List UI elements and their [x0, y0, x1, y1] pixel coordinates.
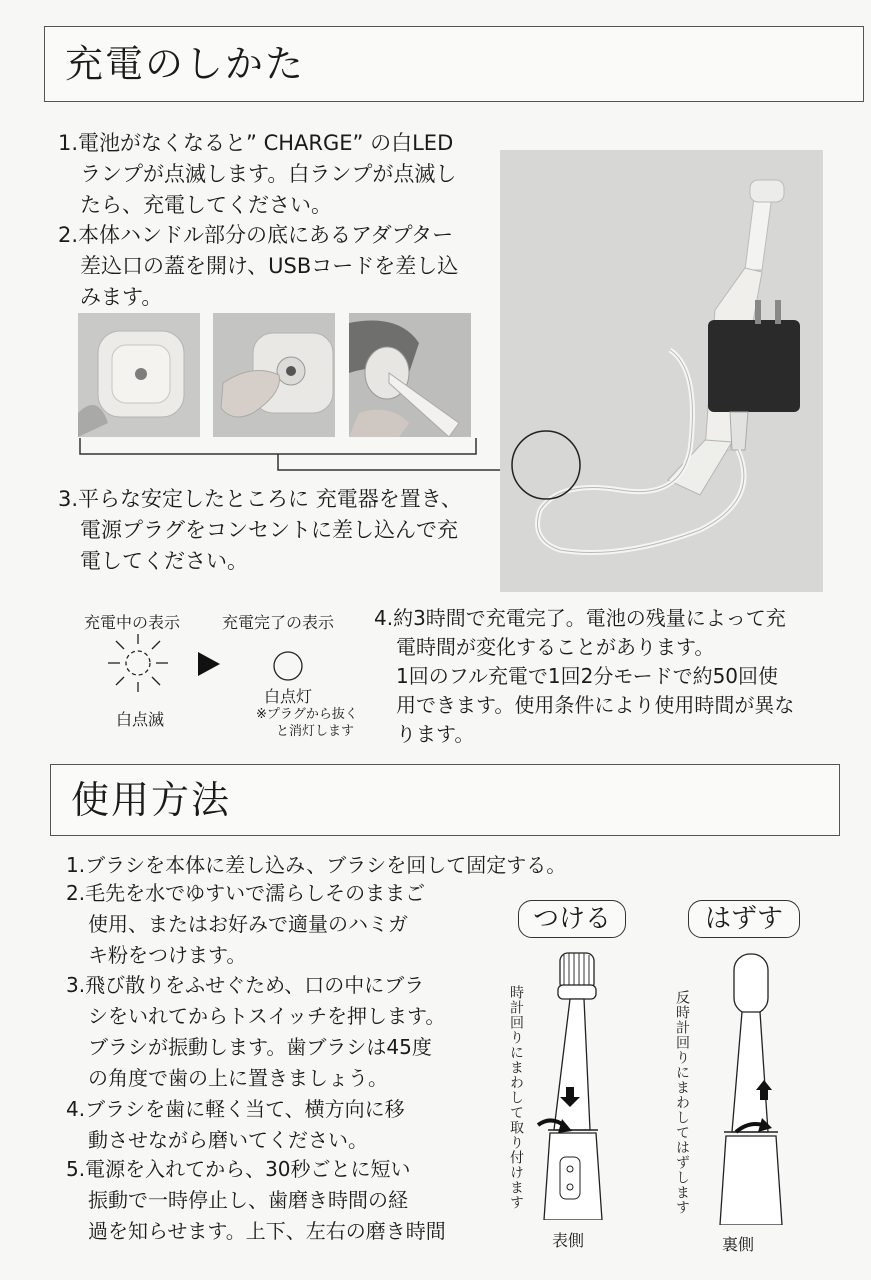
charging-step-3 — [58, 484, 462, 577]
usage-step-3 — [66, 970, 445, 1094]
blinking-led-icon — [100, 630, 176, 696]
detach-instruction: 反時計回りにまわしてはずします — [674, 990, 690, 1215]
step-line: 1回のフル充電で1回2分モードで約50回使 — [396, 664, 779, 688]
charging-title: 充電のしかた — [65, 42, 306, 86]
unplug-note-1: ※プラグから抜く — [256, 707, 358, 722]
charging-step-4 — [374, 604, 794, 749]
step-line: 使用、またはお好みで適量のハミガ — [88, 912, 408, 936]
step-line: の角度で歯の上に置きましょう。 — [88, 1066, 388, 1090]
step-line: 動させながら磨いてください。 — [88, 1128, 368, 1152]
arrow-right-icon — [196, 650, 222, 678]
step-line: ブラシが振動します。歯ブラシは45度 — [88, 1035, 432, 1059]
blinking-caption: 白点滅 — [116, 710, 165, 729]
lit-caption: 白点灯 — [264, 687, 313, 706]
usage-title: 使用方法 — [71, 778, 232, 822]
step-line: 2.毛先を水でゆすいで濡らしそのままご — [66, 881, 426, 905]
usage-step-4 — [66, 1094, 405, 1156]
step-line: 5.電源を入れてから、30秒ごとに短い — [66, 1157, 411, 1181]
step-line: みます。 — [80, 285, 163, 309]
back-side-label: 裏側 — [722, 1235, 755, 1254]
step-line: 1.電池がなくなると” CHARGE” の白LED — [58, 131, 454, 155]
photo-cap-open — [213, 313, 335, 437]
step-line: たら、充電してください。 — [80, 193, 332, 217]
attach-label: つける — [518, 900, 626, 938]
step-line: 過を知らせます。上下、左右の磨き時間 — [88, 1219, 446, 1243]
photo-cap-closed — [78, 313, 200, 437]
unplug-note-2: と消灯します — [276, 724, 355, 739]
step-line: 振動で一時停止し、歯磨き時間の経 — [88, 1188, 408, 1212]
step-line: 差込口の蓋を開け、USBコードを差し込 — [80, 254, 459, 278]
step-line: キ粉をつけます。 — [88, 943, 247, 967]
charging-step-1 — [58, 128, 456, 221]
step-line: 2.本体ハンドル部分の底にあるアダプター — [58, 223, 454, 247]
bracket-connector — [70, 436, 530, 476]
step-line: 1.ブラシを本体に差し込み、ブラシを回して固定する。 — [66, 853, 567, 877]
charging-indicator-label: 充電中の表示 — [84, 613, 181, 632]
usage-title-box — [50, 764, 840, 836]
front-side-label: 表側 — [552, 1231, 585, 1250]
brush-back-illustration — [710, 950, 790, 1225]
usage-step-2 — [66, 878, 425, 971]
detach-label: はずす — [688, 900, 800, 938]
step-line: ランプが点滅します。白ランプが点滅し — [80, 162, 457, 186]
photo-toothbrush-charger — [500, 150, 823, 592]
attach-instruction: 時計回りにまわして取り付けます — [508, 985, 524, 1210]
charging-step-2 — [58, 220, 458, 313]
step-line: 電時間が変化することがあります。 — [396, 635, 715, 659]
step-line: 3.平らな安定したところに 充電器を置き、 — [58, 487, 462, 511]
lit-led-icon — [270, 648, 306, 684]
usage-step-1 — [66, 850, 566, 881]
step-line: ります。 — [396, 722, 475, 746]
step-line: 4.約3時間で充電完了。電池の残量によって充 — [374, 606, 786, 630]
step-line: シをいれてからトスイッチを押します。 — [88, 1004, 446, 1028]
step-line: 4.ブラシを歯に軽く当て、横方向に移 — [66, 1097, 405, 1121]
step-line: 用できます。使用条件により使用時間が異な — [396, 693, 795, 717]
charging-title-box — [44, 26, 864, 102]
charged-indicator-label: 充電完了の表示 — [222, 613, 335, 632]
step-line: 電してください。 — [80, 549, 248, 573]
photo-usb-inserted — [349, 313, 471, 437]
step-line: 3.飛び散りをふせぐため、口の中にブラ — [66, 973, 425, 997]
usage-step-5 — [66, 1154, 446, 1247]
brush-front-illustration — [532, 945, 612, 1220]
step-line: 電源プラグをコンセントに差し込んで充 — [80, 518, 458, 542]
